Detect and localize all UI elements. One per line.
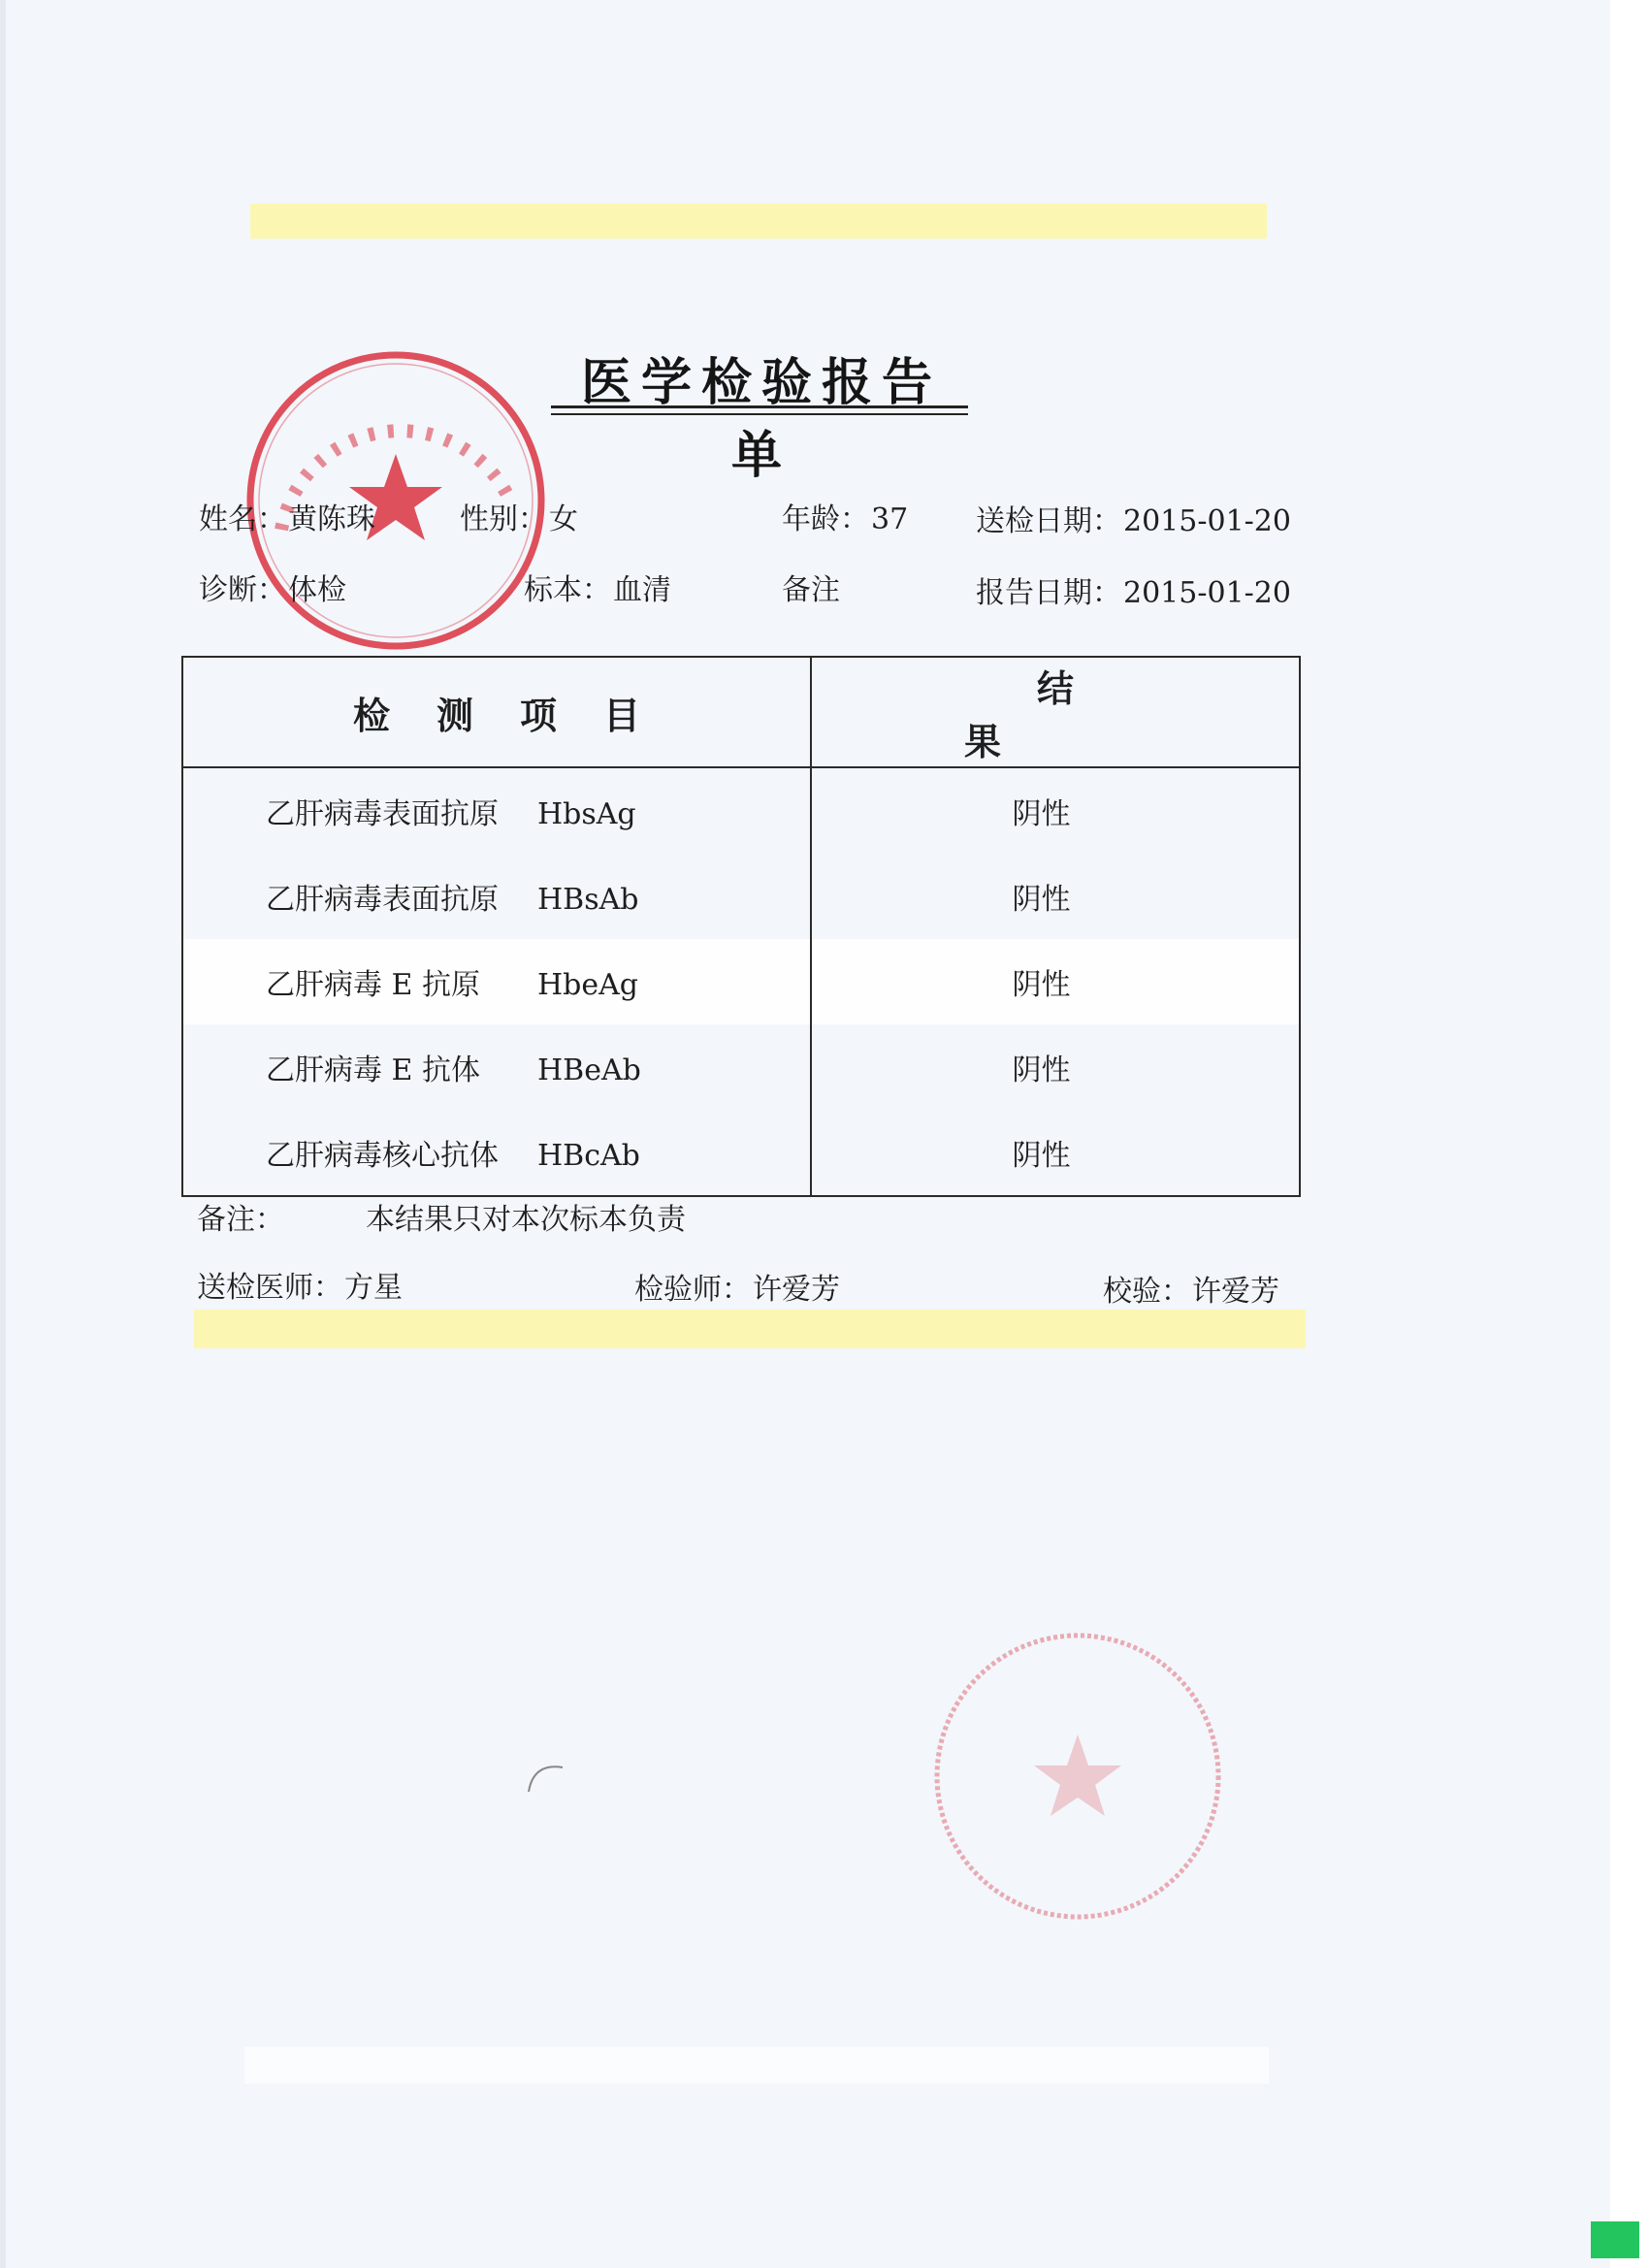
test-code: HBsAb xyxy=(537,883,639,917)
patient-name-label: 姓名： xyxy=(199,502,286,536)
report-date-label: 报告日期： xyxy=(976,576,1121,610)
table-row xyxy=(182,767,1300,854)
test-item-cell xyxy=(182,767,811,854)
diagnosis-value: 体检 xyxy=(288,573,346,607)
age-value: 37 xyxy=(871,502,909,536)
age-field xyxy=(782,495,908,537)
gender-value: 女 xyxy=(549,502,578,536)
results-table xyxy=(181,656,1301,1197)
test-item-cell xyxy=(182,1024,811,1110)
test-item-cell xyxy=(182,854,811,939)
report-title: 医学检验报告单 xyxy=(580,353,942,485)
test-code: HBeAb xyxy=(537,1053,641,1087)
patient-name-field xyxy=(199,495,375,537)
send-doctor-field xyxy=(197,1263,403,1306)
doctor-label: 送检医师： xyxy=(197,1271,342,1305)
checker-field xyxy=(1103,1267,1279,1310)
test-code: HbsAg xyxy=(537,797,636,831)
checker-label: 校验： xyxy=(1103,1275,1190,1309)
table-row xyxy=(182,1024,1300,1110)
test-item-cell xyxy=(182,1110,811,1196)
gender-field xyxy=(460,495,578,537)
tester-label: 检验师： xyxy=(634,1273,751,1307)
faded-seal-stamp xyxy=(929,1628,1226,1925)
patient-name-value: 黄陈珠 xyxy=(288,502,375,536)
redaction-highlight-middle xyxy=(194,1310,1306,1348)
redaction-highlight-top xyxy=(250,204,1267,239)
report-date-field xyxy=(976,568,1291,611)
gender-label: 性别： xyxy=(460,502,547,536)
tester-field xyxy=(634,1265,840,1308)
result-cell: 阴性 xyxy=(1012,1139,1071,1173)
result-cell: 阴性 xyxy=(1012,1053,1071,1087)
footer-note xyxy=(197,1195,686,1238)
test-name: 乙肝病毒 E 抗原 xyxy=(266,968,480,1002)
test-code: HBcAb xyxy=(537,1139,640,1173)
diagnosis-label: 诊断： xyxy=(199,573,286,607)
header-result: 结果 xyxy=(811,657,1300,767)
checker-value: 许爱芳 xyxy=(1192,1275,1279,1309)
table-row xyxy=(182,939,1300,1024)
diagnosis-field xyxy=(199,566,346,608)
remark-label: 备注 xyxy=(782,573,840,607)
age-label: 年龄： xyxy=(782,502,869,536)
send-date-value: 2015-01-20 xyxy=(1123,504,1291,538)
test-name: 乙肝病毒核心抗体 xyxy=(266,1139,499,1173)
send-date-field xyxy=(976,497,1291,539)
result-cell: 阴性 xyxy=(1012,883,1071,917)
report-date-value: 2015-01-20 xyxy=(1123,576,1291,610)
tester-value: 许爱芳 xyxy=(753,1273,840,1307)
specimen-field xyxy=(524,566,671,608)
doctor-value: 方星 xyxy=(344,1271,403,1305)
watermark-logo xyxy=(1591,2221,1639,2258)
scan-edge-left xyxy=(0,0,6,2268)
table-header-row xyxy=(182,657,1300,767)
title-underline-thick xyxy=(551,405,968,408)
specimen-label: 标本： xyxy=(524,573,611,607)
scan-edge-right xyxy=(1610,0,1649,2268)
test-name: 乙肝病毒表面抗原 xyxy=(266,797,499,831)
result-cell: 阴性 xyxy=(1012,797,1071,831)
remark-field xyxy=(782,566,840,608)
test-item-cell xyxy=(182,939,811,1024)
header-test-item: 检测项目 xyxy=(182,657,811,767)
title-underline-thin xyxy=(551,413,968,415)
test-code: HbeAg xyxy=(537,968,638,1002)
note-value: 本结果只对本次标本负责 xyxy=(366,1203,686,1237)
test-name: 乙肝病毒表面抗原 xyxy=(266,883,499,917)
result-cell: 阴性 xyxy=(811,939,1300,1024)
specimen-value: 血清 xyxy=(613,573,671,607)
redaction-strip-bottom xyxy=(244,2047,1269,2084)
table-row xyxy=(182,1110,1300,1196)
scan-mark xyxy=(524,1758,572,1797)
send-date-label: 送检日期： xyxy=(976,504,1121,538)
note-label: 备注： xyxy=(197,1203,284,1237)
table-row xyxy=(182,854,1300,939)
test-name: 乙肝病毒 E 抗体 xyxy=(266,1053,480,1087)
